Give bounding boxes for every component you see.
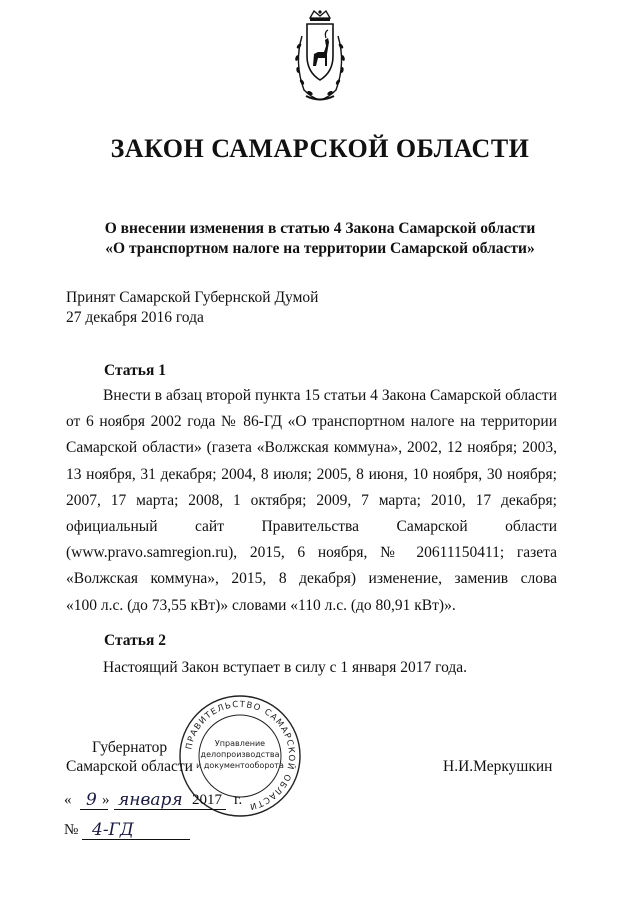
article-1-line: (www.pravo.samregion.ru), 2015, 6 ноября, № 20611150411; газета <box>66 544 557 562</box>
date-year-suffix: г. <box>234 792 243 808</box>
article-1-line: 13 ноября, 31 декабря; 2004, 8 июля; 2005, 8 июня, 10 ноября, 30 ноября; <box>66 465 557 483</box>
article-1-body <box>66 383 557 619</box>
article-2-heading: Статья 2 <box>104 632 166 649</box>
article-1-line: «Волжская коммуна», 2015, 8 декабря) изменение, заменив слова <box>66 570 557 588</box>
article-1-line: официальный сайт Правительства Самарской области <box>66 518 557 536</box>
article-1-line: 2007, 17 марта; 2008, 1 октября; 2009, 7 марта; 2010, 17 декабря; <box>66 491 557 509</box>
date-quote-open: « <box>64 792 72 808</box>
article-1-line: Самарской области» (газета «Волжская коммуна», 2002, 12 ноября; 2003, <box>66 439 557 457</box>
signatory-title-line-2: Самарской области <box>66 758 193 775</box>
stamp-center-line-1: Управление <box>214 739 266 748</box>
number-underline <box>82 839 190 840</box>
article-1-heading: Статья 1 <box>104 362 166 379</box>
signing-date <box>64 792 264 814</box>
article-2-body: Настоящий Закон вступает в силу с 1 января 2017 года. <box>103 659 468 676</box>
article-1-line: от 6 ноября 2002 года № 86-ГД «О транспортном налоге на территории <box>66 413 557 431</box>
adoption-statement: Принят Самарской Губернской Думой <box>66 289 319 306</box>
date-day: 9 <box>86 790 97 810</box>
article-1-line: Внести в абзац второй пункта 15 статьи 4 Закона Самарской области <box>103 387 557 404</box>
article-1-line: «100 л.с. (до 73,55 кВт)» словами «110 л.с. (до 80,91 кВт)». <box>66 596 456 614</box>
date-quote-close: » <box>102 792 110 808</box>
law-subtitle-line-1: О внесении изменения в статью 4 Закона Самарской области <box>104 220 536 237</box>
stamp-ring-text: ПРАВИТЕЛЬСТВО САМАРСКОЙ ОБЛАСТИ <box>184 699 297 812</box>
stamp-center-line-3: и документооборота <box>196 761 284 770</box>
stamp-center-line-2: делопроизводства <box>200 750 280 759</box>
law-subtitle-line-2: «О транспортном налоге на территории Самарской области» <box>105 240 535 257</box>
adoption-date: 27 декабря 2016 года <box>66 309 204 326</box>
number-value: 4-ГД <box>92 820 134 840</box>
date-month-underline <box>114 809 226 810</box>
law-number <box>64 822 204 844</box>
law-title: ЗАКОН САМАРСКОЙ ОБЛАСТИ <box>110 134 530 163</box>
signatory-title-line-1: Губернатор <box>92 739 168 756</box>
coat-of-arms-emblem <box>288 8 352 104</box>
number-prefix: № <box>64 822 79 838</box>
signatory-name: Н.И.Меркушкин <box>443 758 553 775</box>
date-year: 2017 <box>192 792 222 808</box>
date-day-underline <box>80 809 108 810</box>
date-month: января <box>118 790 183 810</box>
